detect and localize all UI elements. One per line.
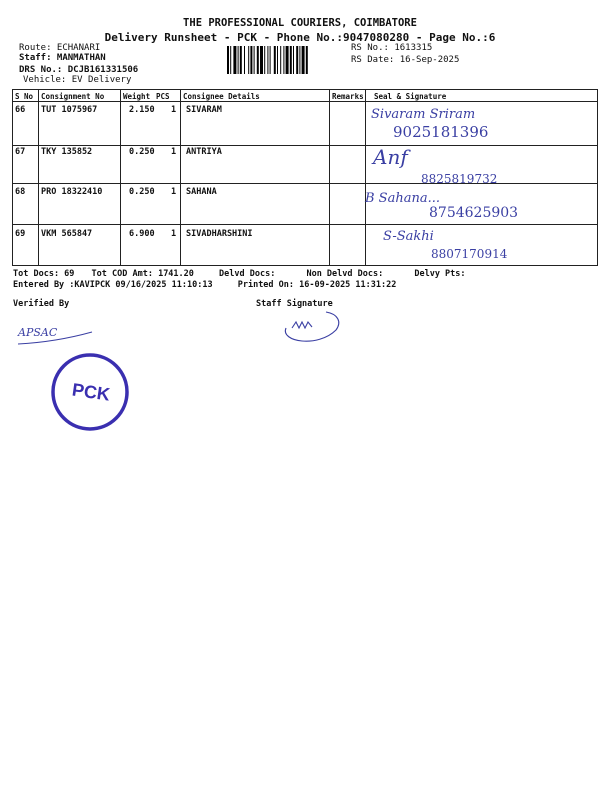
row-sno: 66 — [15, 105, 26, 115]
footer-totals — [13, 269, 466, 279]
signature-phone: 8807170914 — [431, 247, 508, 261]
col-header-weight: Weight — [123, 92, 151, 101]
row-consignment: VKM 565847 — [41, 229, 93, 239]
stamp-text: PCK — [70, 379, 112, 405]
handwritten-signatures — [365, 104, 595, 264]
row-sno: 68 — [15, 187, 26, 197]
row-consignee: SAHANA — [186, 187, 217, 197]
col-header-consignee: Consignee Details — [183, 92, 260, 101]
signature-name: B Sahana... — [365, 191, 440, 206]
row-consignee: SIVARAM — [186, 105, 222, 115]
delivered-docs: Delvd Docs: — [219, 269, 276, 279]
col-header-pcs: PCS — [156, 92, 170, 101]
rs-date: RS Date: 16-Sep-2025 — [351, 55, 460, 65]
row-consignee: SIVADHARSHINI — [186, 229, 253, 239]
signature-phone: 8754625903 — [429, 205, 519, 221]
col-header-consignment: Consignment No — [41, 92, 105, 101]
row-sno: 69 — [15, 229, 26, 239]
printed-on: Printed On: 16-09-2025 11:31:22 — [237, 280, 397, 290]
row-consignment: TUT 1075967 — [41, 105, 98, 115]
row-sno: 67 — [15, 147, 26, 157]
staff-signature-label: Staff Signature — [256, 299, 333, 309]
rs-number: RS No.: 1613315 — [351, 43, 433, 53]
company-title: THE PROFESSIONAL COURIERS, COIMBATORE — [183, 17, 417, 29]
delivery-points: Delvy Pts: — [414, 269, 466, 279]
row-consignment: PRO 18322410 — [41, 187, 103, 197]
row-consignment: TKY 135852 — [41, 147, 93, 157]
pck-stamp — [48, 350, 132, 434]
vehicle-label: Vehicle: EV Delivery — [23, 75, 132, 85]
svg-text:APSAC: APSAC — [18, 326, 58, 339]
signature-phone: 9025181396 — [393, 123, 489, 141]
staff-label: Staff: MANMATHAN — [19, 53, 106, 63]
signature-name: Sivaram Sriram — [371, 107, 476, 122]
total-cod-amount: Tot COD Amt: 1741.20 — [91, 269, 194, 279]
signature-name: Anf — [373, 145, 408, 169]
entered-by: Entered By :KAVIPCK 09/16/2025 11:10:13 — [13, 280, 213, 290]
drs-number: DRS No.: DCJB161331506 — [19, 65, 139, 75]
runsheet-subtitle: Delivery Runsheet - PCK - Phone No.:9047080280 - Page No.:6 — [104, 31, 496, 44]
verified-by-label: Verified By — [13, 299, 70, 309]
row-consignee: ANTRIYA — [186, 147, 222, 157]
row-pcs: 1 — [171, 105, 177, 115]
verifier-initials-signature — [16, 318, 96, 348]
non-delivered-docs: Non Delvd Docs: — [306, 269, 384, 279]
footer-entry-info — [13, 280, 396, 290]
row-pcs: 1 — [171, 147, 177, 157]
row-weight: 6.900 — [129, 229, 155, 239]
signature-name: S-Sakhi — [383, 229, 434, 244]
signature-phone: 8825819732 — [421, 172, 498, 186]
col-header-sno: S No — [15, 92, 34, 101]
row-weight: 0.250 — [129, 147, 155, 157]
row-pcs: 1 — [171, 229, 177, 239]
col-header-seal-signature: Seal & Signature — [374, 92, 447, 101]
row-pcs: 1 — [171, 187, 177, 197]
row-weight: 2.150 — [129, 105, 155, 115]
barcode — [227, 46, 347, 74]
staff-signature-scribble — [278, 308, 348, 348]
row-weight: 0.250 — [129, 187, 155, 197]
route-label: Route: ECHANARI — [19, 43, 101, 53]
col-header-remarks: Remarks — [332, 92, 364, 101]
total-docs: Tot Docs: 69 — [13, 269, 75, 279]
